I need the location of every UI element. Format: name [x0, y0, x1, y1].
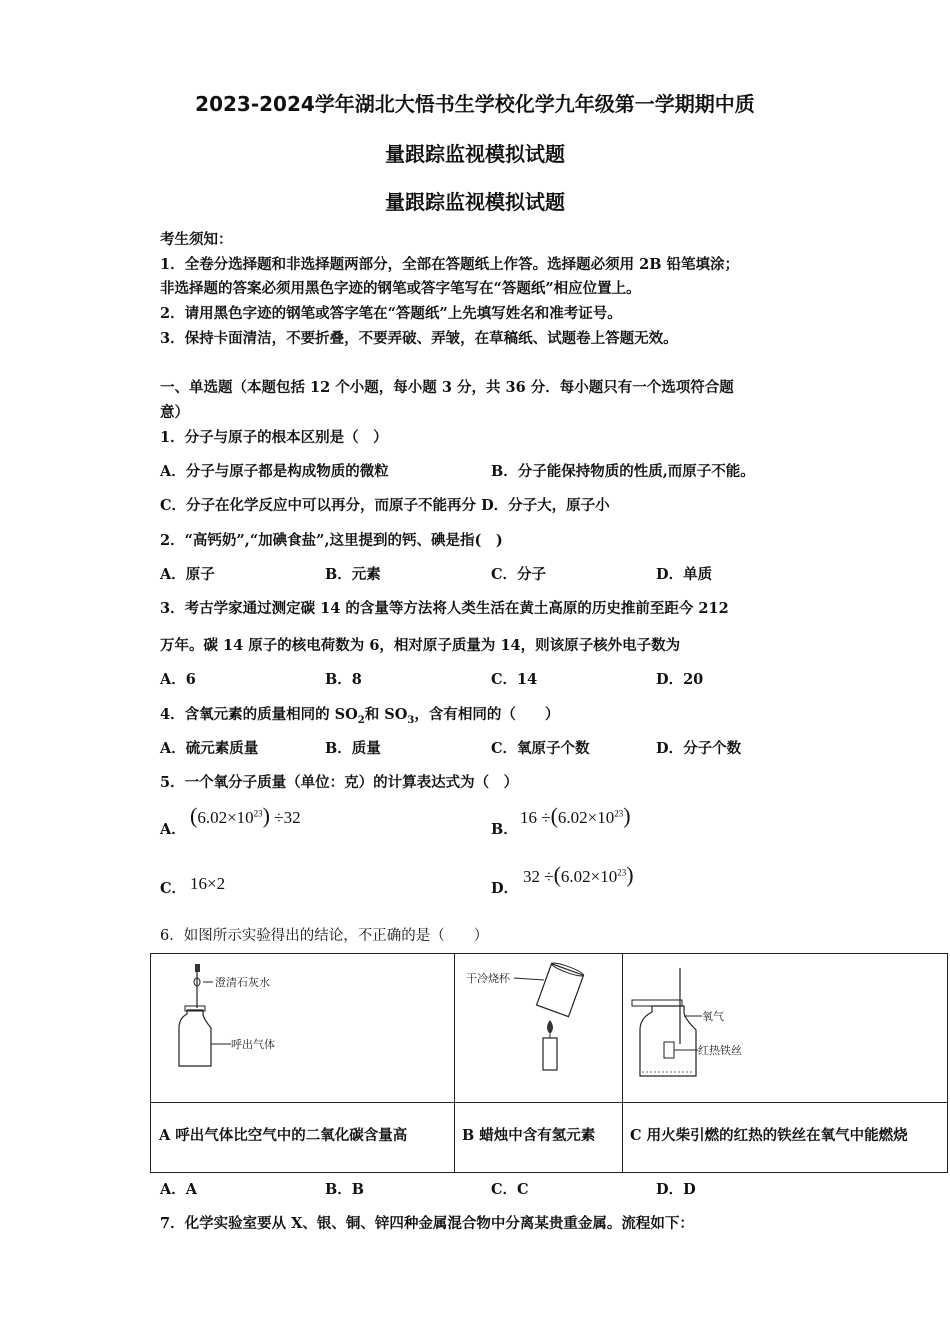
figure-exhaled-gas	[151, 958, 451, 1098]
section-heading-a: 一、单选题（本题包括 12 个小题，每小题 3 分，共 36 分．每小题只有一个选项符合题	[160, 379, 734, 396]
q2-option-d: D．单质	[656, 566, 713, 583]
q3-stem-a: 3．考古学家通过测定碳 14 的含量等方法将人类生活在黄土高原的历史推前至距今 212	[160, 600, 729, 617]
q5-option-a-formula: $(6.02\times 10^{23}) \div 32$	[190, 803, 301, 828]
notice-item-2: 2．请用黑色字迹的钢笔或答字笔在“答题纸”上先填写姓名和准考证号。	[160, 305, 622, 322]
q1-option-b: B．分子能保持物质的性质,而原子不能。	[491, 463, 755, 480]
label-dry-beaker: 干冷烧杯	[466, 972, 510, 985]
q2-stem: 2．“高钙奶”,“加碘食盐”,这里提到的钙、碘是指( )	[160, 532, 503, 549]
q2-option-c: C．分子	[491, 566, 547, 583]
q4-option-b: B．质量	[325, 740, 381, 757]
caption-a: A 呼出气体比空气中的二氧化碳含量高	[159, 1127, 408, 1144]
label-hot-iron-wire: 红热铁丝	[698, 1044, 742, 1057]
page-title-line2: 量跟踪监视模拟试题	[385, 142, 565, 166]
q5-option-b-label: B．	[491, 821, 518, 838]
q4-option-a: A．硫元素质量	[160, 740, 259, 757]
q7-stem: 7．化学实验室要从 X、银、铜、锌四种金属混合物中分离某贵重金属。流程如下：	[160, 1215, 694, 1232]
experiment-table	[150, 953, 948, 1173]
q4-stem: 4．含氧元素的质量相同的 $SO_2$和 $SO_3$，含有相同的（ ）	[160, 706, 560, 726]
page-title-line3: 量跟踪监视模拟试题	[385, 190, 565, 214]
q5-option-d-formula: $32 \div(6.02\times 10^{23})$	[523, 862, 634, 887]
page-title: 2023-2024学年湖北大悟书生学校化学九年级第一学期期中质	[195, 92, 755, 116]
notice-item-1a: 1．全卷分选择题和非选择题两部分，全部在答题纸上作答。选择题必须用 2B 铅笔填涂；	[160, 256, 740, 273]
notice-item-3: 3．保持卡面清洁，不要折叠，不要弄破、弄皱，在草稿纸、试题卷上答题无效。	[160, 330, 678, 347]
q4-option-d: D．分子个数	[656, 740, 742, 757]
caption-b: B 蜡烛中含有氢元素	[462, 1127, 596, 1144]
label-limewater: 澄清石灰水	[215, 976, 270, 989]
section-heading-b: 意）	[160, 404, 189, 421]
q3-option-c: C．14	[491, 671, 538, 688]
q3-stem-b: 万年。碳 14 原子的核电荷数为 6，相对原子质量为 14，则该原子核外电子数为	[160, 637, 681, 654]
q6-option-a: A．A	[160, 1181, 198, 1198]
q1-option-cd: C．分子在化学反应中可以再分，而原子不能再分 D．分子大，原子小	[160, 497, 610, 514]
q2-option-b: B．元素	[325, 566, 381, 583]
q5-option-b-formula: $16 \div(6.02\times 10^{23})$	[520, 803, 631, 828]
notice-item-1b: 非选择题的答案必须用黑色字迹的钢笔或答字笔写在“答题纸”相应位置上。	[160, 280, 641, 297]
q6-option-c: C．C	[491, 1181, 529, 1198]
notice-heading: 考生须知：	[160, 231, 233, 248]
q5-option-c-formula: 16×2	[190, 874, 226, 893]
q3-option-a: A．6	[160, 671, 196, 688]
q6-option-d: D．D	[656, 1181, 696, 1198]
q6-option-b: B．B	[325, 1181, 365, 1198]
label-oxygen: 氧气	[702, 1010, 724, 1023]
caption-c: C 用火柴引燃的红热的铁丝在氧气中能燃烧	[630, 1127, 908, 1144]
q4-option-c: C．氧原子个数	[491, 740, 590, 757]
q3-option-b: B．8	[325, 671, 362, 688]
q1-stem: 1．分子与原子的根本区别是（ ）	[160, 429, 388, 446]
figure-iron-oxygen	[622, 958, 948, 1098]
q5-option-c-label: C．	[160, 880, 187, 897]
q6-stem: 6．如图所示实验得出的结论，不正确的是（ ）	[160, 928, 489, 944]
q2-option-a: A．原子	[160, 566, 215, 583]
q1-option-a: A．分子与原子都是构成物质的微粒	[160, 463, 389, 480]
figure-candle-beaker	[454, 958, 622, 1098]
label-exhaled-gas: 呼出气体	[231, 1038, 275, 1051]
q5-option-d-label: D．	[491, 880, 519, 897]
q5-option-a-label: A．	[160, 821, 186, 838]
q5-stem: 5．一个氧分子质量（单位：克）的计算表达式为（ ）	[160, 774, 519, 791]
q3-option-d: D．20	[656, 671, 704, 688]
